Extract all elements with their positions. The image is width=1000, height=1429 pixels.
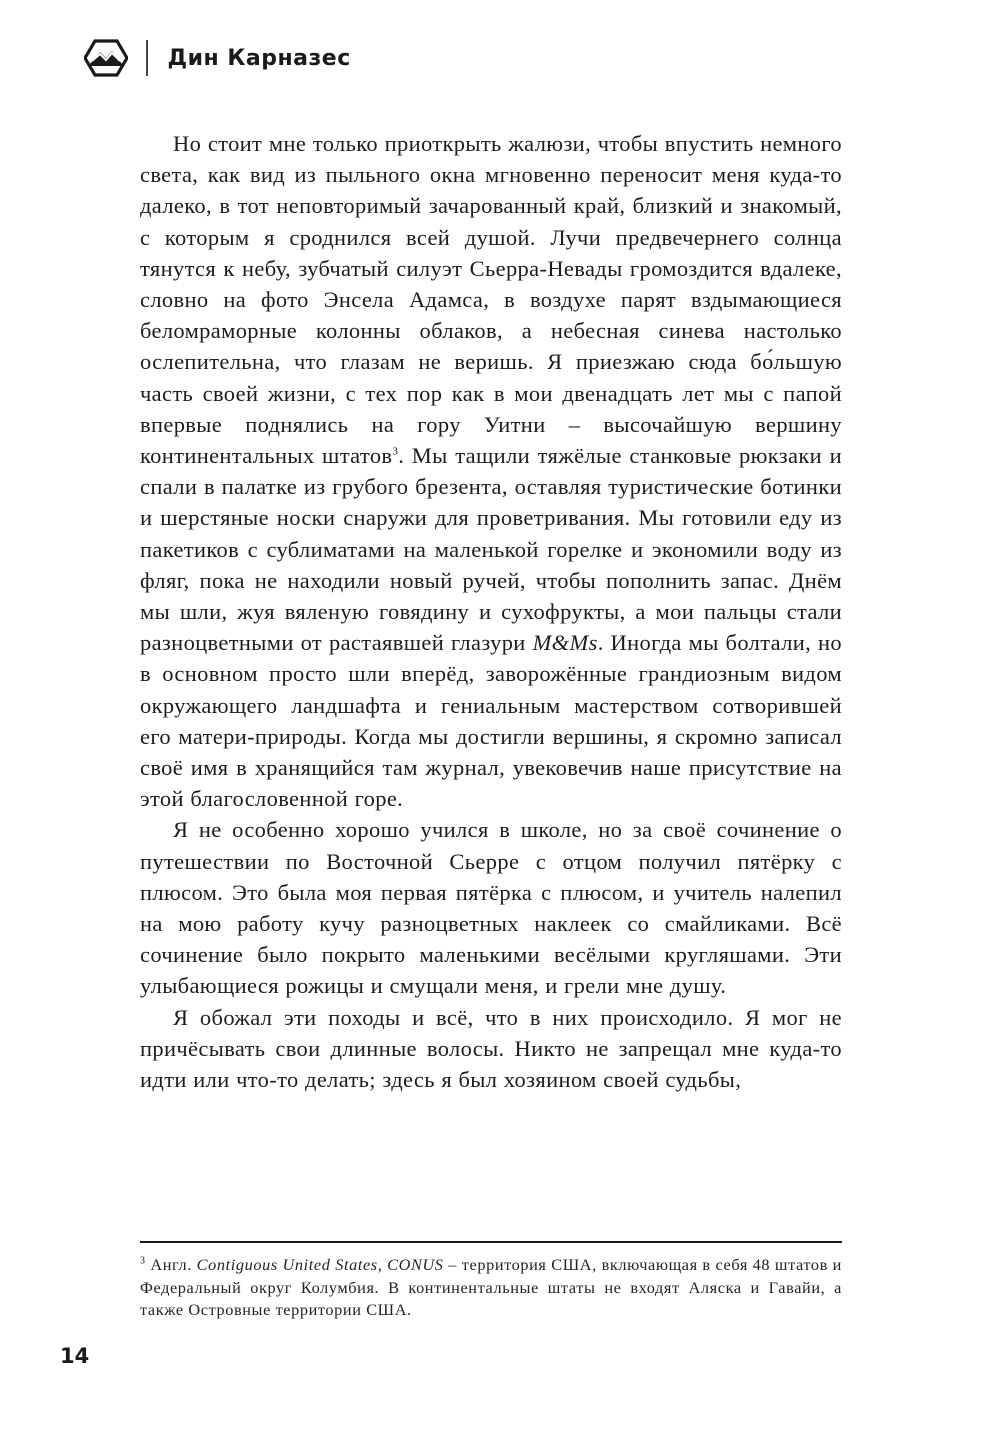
footnote-text: – территория США, включающая в себя 48 штатов и Федеральный округ Колумбия. В континентальные штаты не входят Аляска и Гавайи, а также Островные территории США. — [140, 1255, 842, 1319]
paragraph-text: Но стоит мне только приоткрыть жалюзи, чтобы впустить немного света, как вид из пыльного окна мгновенно переносит меня куда-то далеко, в тот неповторимый зачарованный край, близкий и знакомый, с которым я сроднился всей душой. Лучи предвечернего солнца тянутся к небу, зубчатый силуэт Сьерра-Невады громоздится вдалеке, словно на фото Энсела Адамса, в воздухе парят вздымающиеся беломраморные колонны облаков, а небесная синева настолько ослепительна, что глазам не веришь. Я приезжаю сюда бо́льшую часть своей жизни, с тех пор как в мои двенадцать лет мы с папой впервые поднялись на гору Уитни – высочайшую вершину континентальных штатов — [140, 131, 842, 469]
paragraph: Я не особенно хорошо учился в школе, но за своё сочинение о путешествии по Восточной Сьерре с отцом получил пятёрку с плюсом. Это была моя первая пятёрка с плюсом, и учитель налепил на мою работу кучу разноцветных наклеек со смайликами. Всё сочинение было покрыто маленькими весёлыми кругляшами. Эти улыбающиеся рожицы и смущали меня, и грели мне душу. — [140, 817, 842, 999]
mountain-hexagon-icon — [84, 39, 128, 77]
footnote-number: 3 — [140, 1255, 146, 1267]
footnote-reference[interactable]: 3 — [392, 445, 399, 458]
footnote-term: Contiguous United States, CONUS — [196, 1255, 444, 1274]
footnote-divider — [140, 1241, 842, 1243]
paragraph: Я обожал эти походы и всё, что в них происходило. Я мог не причёсывать свои длинные волосы. Никто не запрещал мне куда-то идти или что-то делать; здесь я был хозяином своей судьбы, — [140, 1004, 842, 1093]
brand-name: M&Ms — [532, 630, 598, 656]
paragraph — [140, 128, 842, 814]
paragraph-text: . Иногда мы болтали, но в основном просто шли вперёд, заворожённые грандиозным видом окружающего ландшафта и гениальным мастерством сотворившей его матери-природы. Когда мы достигли вершины, я скромно записал своё имя в хранящийся там журнал, увековечив наше присутствие на этой благословенной горе. — [140, 630, 842, 812]
header-divider — [146, 40, 148, 76]
footnote-prefix: Англ. — [145, 1255, 197, 1274]
main-text — [140, 128, 842, 1095]
paragraph-text: . Мы тащили тяжёлые станковые рюкзаки и спали в палатке из грубого брезента, оставляя туристические ботинки и шерстяные носки снаружи для проветривания. Мы готовили еду из пакетиков с сублиматами на маленькой горелке и экономили воду из фляг, пока не находили новый ручей, чтобы пополнить запас. Днём мы шли, жуя вяленую говядину и сухофрукты, а мои пальцы стали разноцветными от растаявшей глазури — [140, 443, 842, 656]
page-number: 14 — [60, 1344, 90, 1368]
footnote — [140, 1254, 842, 1322]
author-name: Дин Карназес — [167, 45, 351, 71]
running-header — [84, 38, 351, 78]
